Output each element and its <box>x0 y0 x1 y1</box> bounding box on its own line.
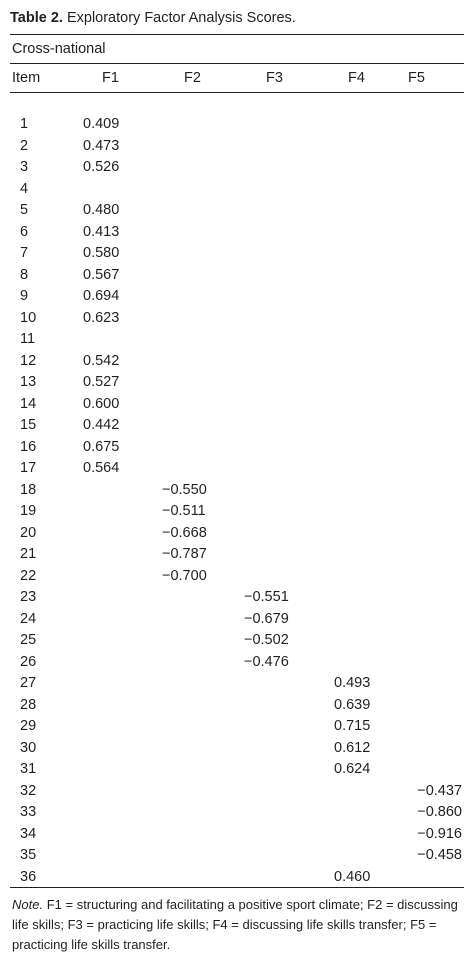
cell-item: 31 <box>20 761 37 778</box>
cell-f1: 0.442 <box>83 417 120 434</box>
table-row <box>10 544 464 566</box>
table-row <box>10 522 464 544</box>
cell-f3 <box>244 544 326 566</box>
note-text: F1 = structuring and facilitating a positive sport climate; F2 = discussing life skills; F3 = practicing life skills; F4 = discussing life skills transfer; F5 = practicing life skills transfer. <box>12 897 458 952</box>
cell-f3 <box>244 565 326 587</box>
cell-f4 <box>326 243 408 265</box>
cell-f5 <box>408 436 464 458</box>
cell-item: 35 <box>20 847 37 864</box>
cell-f2 <box>162 651 244 673</box>
table-row <box>10 221 464 243</box>
cell-item: 15 <box>20 417 37 434</box>
cell-item: 1 <box>20 116 29 133</box>
cell-item: 19 <box>20 503 37 520</box>
table-row <box>10 501 464 523</box>
cell-f4 <box>326 350 408 372</box>
cell-item: 21 <box>20 546 37 563</box>
cell-f3 <box>244 114 326 136</box>
cell-f3: −0.502 <box>244 632 289 649</box>
cell-f4 <box>326 178 408 200</box>
header-f1: F1 <box>102 69 119 86</box>
cell-f1 <box>80 479 162 501</box>
cell-item: 25 <box>20 632 37 649</box>
cell-f4: 0.639 <box>334 696 371 713</box>
cell-f4 <box>326 329 408 351</box>
cell-f2 <box>162 200 244 222</box>
cell-f2 <box>162 458 244 480</box>
table-note <box>10 895 464 955</box>
table-row <box>10 479 464 501</box>
cell-f1 <box>80 866 162 888</box>
cell-f3 <box>244 264 326 286</box>
cell-f4 <box>326 135 408 157</box>
cell-f4 <box>326 823 408 845</box>
cell-f5 <box>408 458 464 480</box>
cell-f2 <box>162 307 244 329</box>
cell-f4 <box>326 221 408 243</box>
table-figure <box>10 8 464 955</box>
header-item: Item <box>12 69 41 86</box>
table-row <box>10 415 464 437</box>
cell-f3 <box>244 673 326 695</box>
cell-item: 4 <box>20 180 29 197</box>
cell-item: 27 <box>20 675 37 692</box>
cell-item: 32 <box>20 782 37 799</box>
table-row <box>10 866 464 888</box>
cell-f4 <box>326 200 408 222</box>
table-row <box>10 565 464 587</box>
table-row <box>10 436 464 458</box>
cell-f2 <box>162 716 244 738</box>
table-row <box>10 823 464 845</box>
cell-f3 <box>244 135 326 157</box>
cell-f3 <box>244 393 326 415</box>
cell-f4 <box>326 802 408 824</box>
cell-item: 5 <box>20 202 29 219</box>
cell-f2 <box>162 286 244 308</box>
cell-f2 <box>162 114 244 136</box>
cell-f5 <box>408 200 464 222</box>
cell-f5 <box>408 544 464 566</box>
cell-f5 <box>408 651 464 673</box>
cell-f5 <box>408 587 464 609</box>
cell-f4: 0.612 <box>334 739 371 756</box>
cell-f2 <box>162 221 244 243</box>
cell-f2: −0.668 <box>162 524 207 541</box>
cell-f1: 0.409 <box>83 116 120 133</box>
cell-f3 <box>244 716 326 738</box>
cell-item: 10 <box>20 309 37 326</box>
cell-f3 <box>244 780 326 802</box>
cell-item: 12 <box>20 352 37 369</box>
cell-f2 <box>162 329 244 351</box>
cell-f5 <box>408 737 464 759</box>
cell-f2 <box>162 823 244 845</box>
cell-f5 <box>408 522 464 544</box>
cell-f5 <box>408 307 464 329</box>
table-caption-label: Table 2. <box>10 10 63 26</box>
cell-f3 <box>244 802 326 824</box>
cell-f1: 0.526 <box>83 159 120 176</box>
cell-f3: −0.551 <box>244 589 289 606</box>
cell-f5 <box>408 243 464 265</box>
cell-f1: 0.580 <box>83 245 120 262</box>
cell-f1 <box>80 845 162 867</box>
cell-item: 23 <box>20 589 37 606</box>
cell-f2 <box>162 372 244 394</box>
cell-item: 24 <box>20 610 37 627</box>
table-row <box>10 630 464 652</box>
cell-f5 <box>408 565 464 587</box>
cell-f4 <box>326 565 408 587</box>
table-row <box>10 845 464 867</box>
cell-f5 <box>408 630 464 652</box>
table-body <box>10 92 464 888</box>
cell-item: 6 <box>20 223 29 240</box>
cell-f5 <box>408 673 464 695</box>
cell-f1: 0.480 <box>83 202 120 219</box>
cell-f3 <box>244 501 326 523</box>
cell-f5 <box>408 694 464 716</box>
table-row <box>10 759 464 781</box>
cell-f5 <box>408 415 464 437</box>
cell-f2 <box>162 608 244 630</box>
cell-f4 <box>326 458 408 480</box>
cell-f5 <box>408 178 464 200</box>
cell-f5 <box>408 114 464 136</box>
table-row <box>10 264 464 286</box>
cell-item: 18 <box>20 481 37 498</box>
header-f3: F3 <box>266 69 283 86</box>
cell-item: 16 <box>20 438 37 455</box>
table-row <box>10 737 464 759</box>
table-row <box>10 716 464 738</box>
cell-item: 8 <box>20 266 29 283</box>
cell-f4 <box>326 651 408 673</box>
cell-item: 2 <box>20 137 29 154</box>
cell-f3 <box>244 479 326 501</box>
cell-item: 29 <box>20 718 37 735</box>
cell-f4 <box>326 501 408 523</box>
cell-f4 <box>326 372 408 394</box>
cell-item: 22 <box>20 567 37 584</box>
note-label: Note. <box>12 897 44 912</box>
cell-f2 <box>162 737 244 759</box>
cell-f5 <box>408 866 464 888</box>
table-row <box>10 178 464 200</box>
cell-f1: 0.473 <box>83 137 120 154</box>
cell-f2: −0.787 <box>162 546 207 563</box>
table-row <box>10 286 464 308</box>
cell-f4 <box>326 544 408 566</box>
cell-f2 <box>162 135 244 157</box>
cell-f1 <box>80 630 162 652</box>
cell-f2 <box>162 845 244 867</box>
cell-item: 33 <box>20 804 37 821</box>
cell-f2 <box>162 694 244 716</box>
cell-f2 <box>162 264 244 286</box>
cell-f1: 0.623 <box>83 309 120 326</box>
cell-f2 <box>162 157 244 179</box>
cell-f4 <box>326 845 408 867</box>
cell-item: 36 <box>20 868 37 885</box>
header-f5: F5 <box>408 69 425 86</box>
cell-f5 <box>408 264 464 286</box>
table-row <box>10 673 464 695</box>
cell-f1: 0.600 <box>83 395 120 412</box>
header-row <box>10 64 464 92</box>
cell-item: 20 <box>20 524 37 541</box>
table-row <box>10 651 464 673</box>
cell-f5 <box>408 393 464 415</box>
cell-f5: −0.916 <box>417 825 462 842</box>
cell-f5 <box>408 286 464 308</box>
cell-item: 26 <box>20 653 37 670</box>
cell-item: 9 <box>20 288 29 305</box>
cell-f2: −0.700 <box>162 567 207 584</box>
cell-f5 <box>408 350 464 372</box>
cell-f4: 0.460 <box>334 868 371 885</box>
cell-f2 <box>162 673 244 695</box>
table-caption <box>10 8 464 28</box>
cell-item: 7 <box>20 245 29 262</box>
cell-f2 <box>162 630 244 652</box>
cell-f4 <box>326 264 408 286</box>
cell-f5 <box>408 157 464 179</box>
table-caption-title: Exploratory Factor Analysis Scores. <box>66 10 296 26</box>
table-row <box>10 329 464 351</box>
cell-item: 14 <box>20 395 37 412</box>
cell-f1 <box>80 522 162 544</box>
cell-f5: −0.437 <box>417 782 462 799</box>
table-row <box>10 802 464 824</box>
cell-f5 <box>408 372 464 394</box>
cell-f5 <box>408 501 464 523</box>
cell-f3 <box>244 694 326 716</box>
cell-f3 <box>244 436 326 458</box>
cell-f4 <box>326 157 408 179</box>
cell-f2 <box>162 780 244 802</box>
cell-f3 <box>244 522 326 544</box>
table-row <box>10 157 464 179</box>
cell-f1 <box>80 651 162 673</box>
cell-f2: −0.511 <box>162 503 206 520</box>
table-row <box>10 458 464 480</box>
cell-f3 <box>244 845 326 867</box>
cell-f5 <box>408 135 464 157</box>
cell-f1: 0.567 <box>83 266 120 283</box>
cell-f2 <box>162 178 244 200</box>
cell-f3 <box>244 157 326 179</box>
cell-f4 <box>326 608 408 630</box>
header-f2: F2 <box>184 69 201 86</box>
cell-f4 <box>326 393 408 415</box>
cell-f5 <box>408 716 464 738</box>
cell-f5 <box>408 608 464 630</box>
cell-f4: 0.493 <box>334 675 371 692</box>
cell-f1 <box>80 673 162 695</box>
cell-f4 <box>326 587 408 609</box>
section-label: Cross-national <box>12 41 106 57</box>
cell-item: 17 <box>20 460 37 477</box>
cell-item: 28 <box>20 696 37 713</box>
cell-f2: −0.550 <box>162 481 207 498</box>
table-row <box>10 243 464 265</box>
cell-f1 <box>80 737 162 759</box>
cell-f4 <box>326 479 408 501</box>
cell-item: 30 <box>20 739 37 756</box>
cell-f1: 0.527 <box>83 374 120 391</box>
cell-f5: −0.860 <box>417 804 462 821</box>
table-row <box>10 372 464 394</box>
table-row <box>10 694 464 716</box>
cell-f1 <box>80 608 162 630</box>
cell-f3 <box>244 372 326 394</box>
cell-f1: 0.413 <box>83 223 120 240</box>
cell-f3 <box>244 178 326 200</box>
cell-f3 <box>244 221 326 243</box>
table-row <box>10 587 464 609</box>
cell-f5 <box>408 479 464 501</box>
table-row <box>10 350 464 372</box>
cell-f1 <box>80 565 162 587</box>
cell-f2 <box>162 759 244 781</box>
cell-f4 <box>326 307 408 329</box>
cell-f3 <box>244 243 326 265</box>
cell-f1 <box>80 823 162 845</box>
cell-item: 3 <box>20 159 29 176</box>
table-row <box>10 135 464 157</box>
cell-f3 <box>244 458 326 480</box>
cell-f1 <box>80 780 162 802</box>
cell-f2 <box>162 350 244 372</box>
cell-f4 <box>326 114 408 136</box>
cell-f2 <box>162 436 244 458</box>
cell-f3 <box>244 200 326 222</box>
cell-f4 <box>326 415 408 437</box>
table-row <box>10 608 464 630</box>
cell-f1: 0.694 <box>83 288 120 305</box>
cell-f3 <box>244 823 326 845</box>
bottom-rule <box>10 888 464 889</box>
cell-f2 <box>162 415 244 437</box>
cell-f3 <box>244 866 326 888</box>
cell-f5: −0.458 <box>417 847 462 864</box>
cell-f3: −0.476 <box>244 653 289 670</box>
cell-f1: 0.675 <box>83 438 120 455</box>
cell-f2 <box>162 393 244 415</box>
cell-f3 <box>244 307 326 329</box>
table-row <box>10 780 464 802</box>
cell-f4: 0.624 <box>334 761 371 778</box>
cell-item: 13 <box>20 374 37 391</box>
cell-f3 <box>244 737 326 759</box>
cell-f1 <box>80 759 162 781</box>
cell-f3 <box>244 286 326 308</box>
cell-f1 <box>80 544 162 566</box>
cell-f4 <box>326 522 408 544</box>
cell-f4 <box>326 436 408 458</box>
cell-f4 <box>326 286 408 308</box>
cell-f3 <box>244 415 326 437</box>
cell-f1 <box>80 329 162 351</box>
factor-table <box>10 64 464 888</box>
cell-f5 <box>408 221 464 243</box>
table-row <box>10 393 464 415</box>
cell-f1 <box>80 587 162 609</box>
cell-f4 <box>326 780 408 802</box>
table-row <box>10 114 464 136</box>
cell-f3 <box>244 350 326 372</box>
table-row <box>10 307 464 329</box>
cell-f2 <box>162 866 244 888</box>
cell-f1 <box>80 501 162 523</box>
cell-f5 <box>408 759 464 781</box>
cell-f2 <box>162 243 244 265</box>
header-rule <box>10 92 464 114</box>
cell-item: 34 <box>20 825 37 842</box>
cell-f1 <box>80 802 162 824</box>
header-f4: F4 <box>348 69 365 86</box>
cell-f3: −0.679 <box>244 610 289 627</box>
cell-f2 <box>162 802 244 824</box>
cell-f1 <box>80 694 162 716</box>
cell-f1 <box>80 716 162 738</box>
cell-f3 <box>244 329 326 351</box>
table-row <box>10 200 464 222</box>
cell-f3 <box>244 759 326 781</box>
cell-f1 <box>80 178 162 200</box>
cell-item: 11 <box>20 331 36 348</box>
cell-f4 <box>326 630 408 652</box>
cell-f2 <box>162 587 244 609</box>
cell-f1: 0.564 <box>83 460 120 477</box>
cell-f1: 0.542 <box>83 352 120 369</box>
cell-f5 <box>408 329 464 351</box>
cell-f4: 0.715 <box>334 718 371 735</box>
